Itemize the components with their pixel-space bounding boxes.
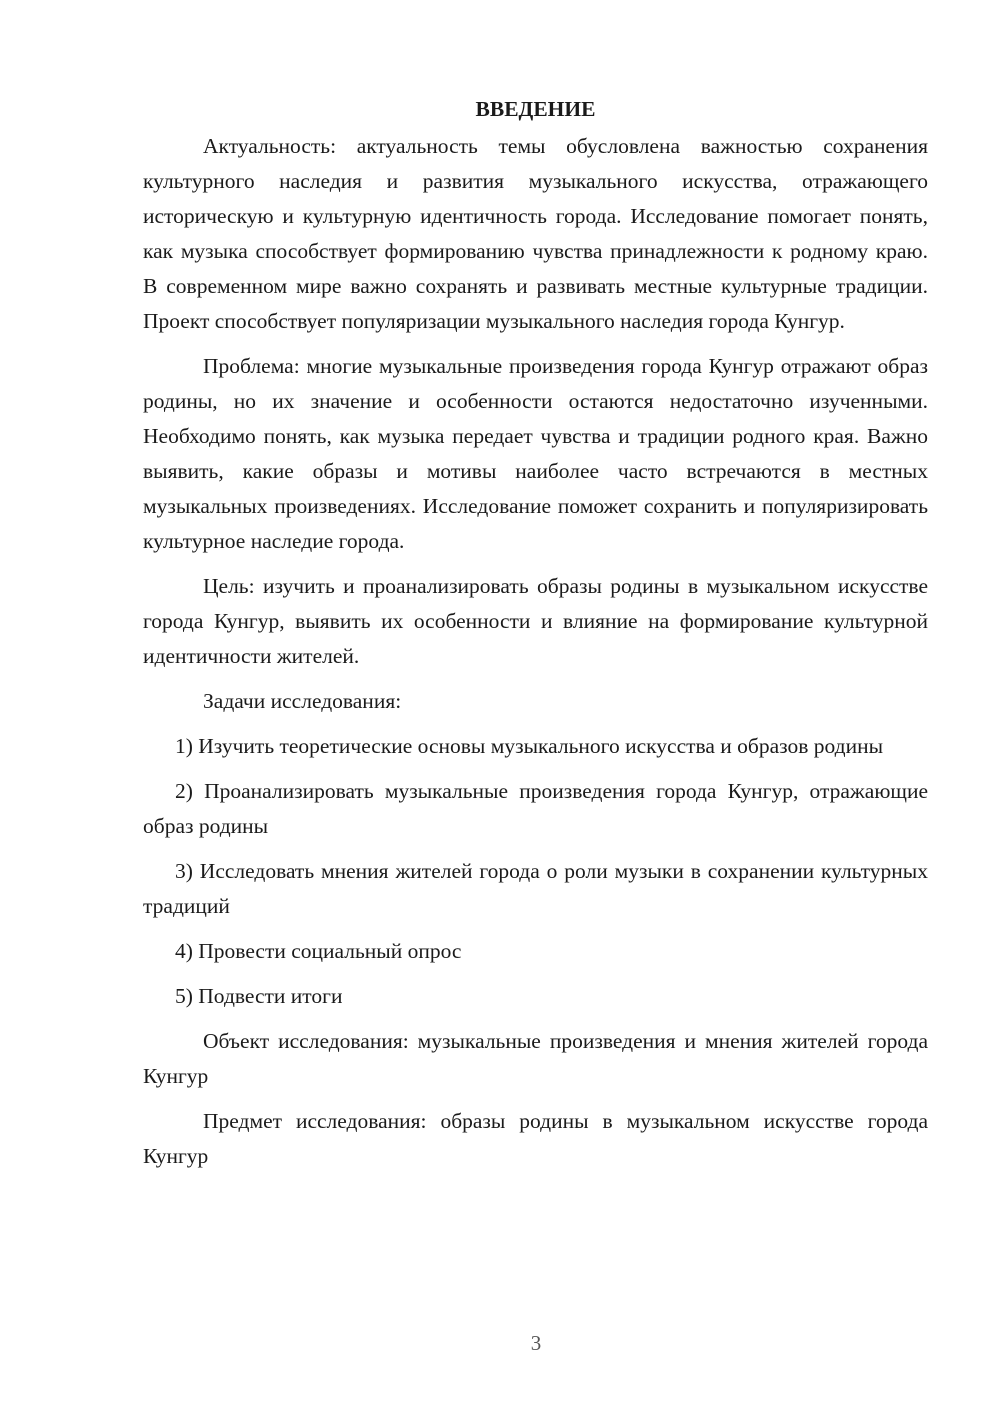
task-item: 1) Изучить теоретические основы музыкального искусства и образов родины	[175, 734, 884, 758]
task-item: 3) Исследовать мнения жителей города о роли музыки в сохранении культурных традиций	[143, 859, 928, 918]
document-page	[143, 92, 928, 1184]
object-paragraph: Объект исследования: музыкальные произведения и мнения жителей города Кунгур	[143, 1029, 928, 1088]
task-item: 2) Проанализировать музыкальные произведения города Кунгур, отражающие образ родины	[143, 779, 928, 838]
page-number: 3	[530, 1331, 542, 1355]
problem-paragraph: Проблема: многие музыкальные произведения города Кунгур отражают образ родины, но их значение и особенности остаются недостаточно изученными. Необходимо понять, как музыка передает чувства и традиции родного края. Важно выявить, какие образы и мотивы наиболее часто встречаются в местных музыкальных произведениях. Исследование поможет сохранить и популяризировать культурное наследие города.	[143, 354, 928, 553]
subject-paragraph: Предмет исследования: образы родины в музыкальном искусстве города Кунгур	[143, 1109, 928, 1168]
task-item: 4) Провести социальный опрос	[175, 939, 462, 963]
task-item: 5) Подвести итоги	[175, 984, 343, 1008]
goal-paragraph: Цель: изучить и проанализировать образы родины в музыкальном искусстве города Кунгур, выявить их особенности и влияние на формирование культурной идентичности жителей.	[143, 574, 928, 668]
tasks-heading: Задачи исследования:	[203, 689, 402, 713]
page-title: ВВЕДЕНИЕ	[475, 97, 596, 121]
relevance-paragraph: Актуальность: актуальность темы обусловлена важностью сохранения культурного наследия и развития музыкального искусства, отражающего историческую и культурную идентичность города. Исследование помогает понять, как музыка способствует формированию чувства принадлежности к родному краю. В современном мире важно сохранять и развивать местные культурные традиции. Проект способствует популяризации музыкального наследия города Кунгур.	[143, 134, 928, 333]
